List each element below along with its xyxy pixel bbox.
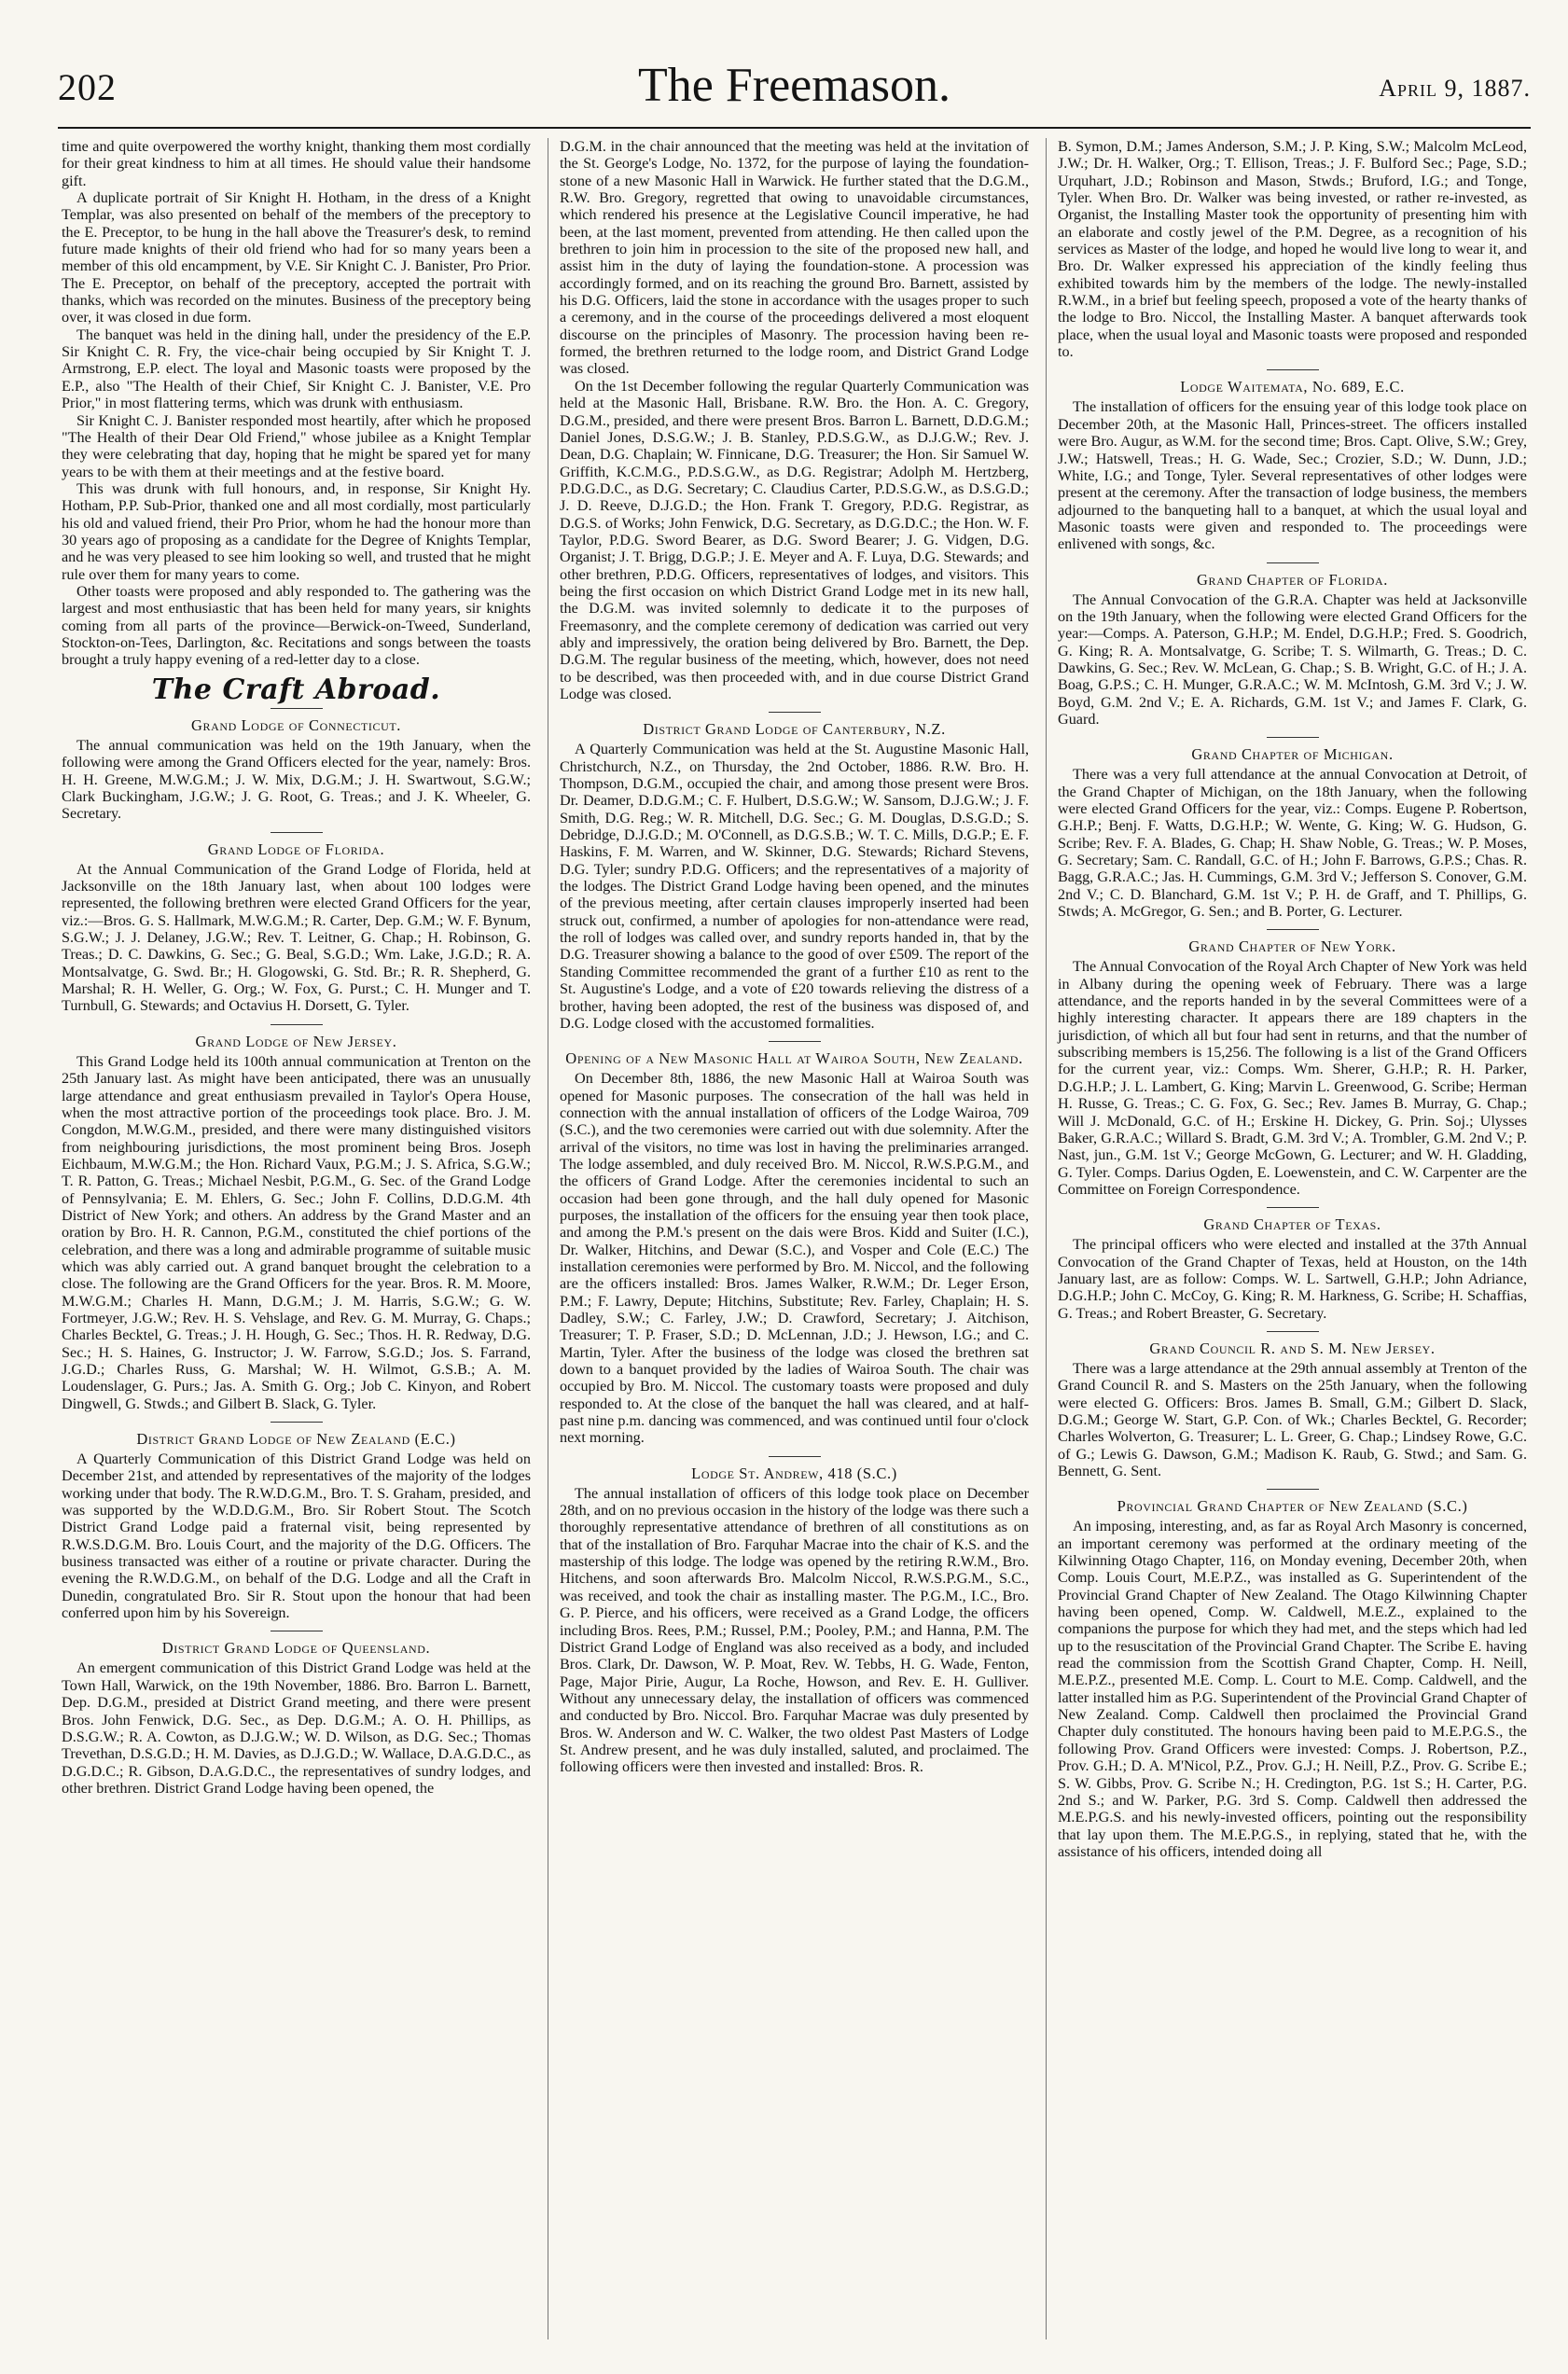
- paragraph: A Quarterly Communication of this District Grand Lodge was held on December 21st, and attended by representatives of the majority of the lodges working under that body. The R.W.D.G.M., Bro. T. S. Graham, presided, and was supported by the W.D.D.G.M., Bro. Sir Robert Stout. The Scotch District Grand Lodge paid a fraternal visit, being represented by R.W.S.D.G.M. Bro. Louis Court, and the majority of the D.G. Officers. The business transacted was either of a routine or private character. During the evening the R.W.D.G.M., on behalf of the D.G. Lodge and all the Craft in Dunedin, congratulated Bro. Sir R. Stout upon the honour that had been conferred upon him by his Sovereign.: [62, 1451, 531, 1622]
- paragraph: The annual installation of officers of this lodge took place on December 28th, and on no previous occasion in the history of the lodge was there such a thoroughly representative attendance of brethren of all constitutions as on that of the installation of Bro. Farquhar Macrae into the chair of K.S. and the mastership of this lodge. The lodge was opened by the retiring R.W.M., Bro. Hitchens, and soon afterwards Bro. Malcolm Niccol, R.W.S.P.G.M., S.C., was received, and took the chair as installing master. The P.G.M., I.C., Bro. G. P. Pierce, and his officers, were received as a Grand Lodge, the officers including Bros. Rees, P.M.; Russel, P.M.; Pooley, P.M.; and Hanna, P.M. The District Grand Lodge of England was also received as a body, and included Bros. Clark, Dr. Dawson, W. P. Moat, Rev. W. Tebbs, H. G. Wade, Fenton, Page, Major Pirie, Augur, La Roche, Howson, and Rev. E. H. Gulliver. Without any unnecessary delay, the installation of officers was commenced and conducted by Bro. Niccol. Bro. Farquhar Macrae was duly presented by Bros. W. Anderson and W. C. Walker, the two oldest Past Masters of Lodge St. Andrew present, and he was duly installed, saluted, and proclaimed. The following officers were then invested and installed: Bros. R.: [560, 1484, 1029, 1776]
- paragraph: The installation of officers for the ensuing year of this lodge took place on December 20th, at the Masonic Hall, Princes-street. The officers installed were Bro. Augur, as W.M. for the second time; Bros. Capt. Olive, S.W.; Grey, J.W.; Hatswell, Treas.; H. G. Wade, Sec.; Crozier, S.D.; W. Dunn, J.D.; White, I.G.; and Tonge, Tyler. Several representatives of other lodges were present at the ceremony. After the transaction of lodge business, the members adjourned to the banqueting hall to a banquet, at which the usual loyal and Masonic toasts were given and responded to. The proceedings were enlivened with songs, &c.: [1058, 398, 1527, 553]
- article-heading: Grand Chapter of Texas.: [1058, 1207, 1527, 1233]
- paragraph: At the Annual Communication of the Grand Lodge of Florida, held at Jacksonville on the 18th January last, when about 100 lodges were represented, the following brethren were elected Grand Officers for the year, viz.:—Bros. G. S. Hallmark, M.W.G.M.; R. Carter, Dep. G.M.; W. F. Bynum, S.G.W.; J. J. Delaney, J.G.W.; Rev. T. Leitner, G. Chap.; H. Robinson, G. Treas.; D. C. Dawkins, G. Sec.; G. Beal, S.G.D.; Wm. Lake, J.G.D.; R. A. Montsalvatge, G. Swd. Br.; H. Glogowski, G. Std. Br.; R. R. Shepherd, G. Marshal; R. H. Weller, G. Org.; W. Fox, G. Purst.; C. H. Munger and T. Turnbull, G. Stewards; and Octavius H. Dorsett, G. Tyler.: [62, 860, 531, 1015]
- paragraph: On December 8th, 1886, the new Masonic Hall at Wairoa South was opened for Masonic purposes. The consecration of the hall was held in connection with the annual installation of officers of the Lodge Wairoa, 709 (S.C.), and the two ceremonies were carried out with due solemnity. After the arrival of the visitors, no time was lost in having the preliminaries arranged. The lodge assembled, and duly received Bro. M. Niccol, R.W.S.P.G.M., and the officers of Grand Lodge. After the ceremonies incidental to such an occasion had been gone through, and the hall duly opened for Masonic purposes, the installation of the officers for the ensuing year then took place, and among the P.M.'s present on the dais were Bros. Kidd and Suiter (I.C.), Dr. Walker, Hitchins, and Dewar (S.C.), and Vosper and Cole (E.C.) The installation ceremonies were performed by Bro. M. Niccol, and the following are the officers installed: Bros. James Walker, R.W.M.; Dr. Leger Erson, P.M.; F. Lawry, Depute; Hitchins, Substitute; Rev. Farley, Chaplain; H. S. Dadley, S.W.; C. Farley, J.W.; D. Crawford, Secretary; J. Aitchison, Treasurer; T. P. Fraser, S.D.; D. McLennan, J.D.; J. Hewson, I.G.; and C. Martin, Tyler. After the business of the lodge was closed the brethren sat down to a banquet provided by the ladies of Wairoa South. The chair was occupied by Bro. M. Niccol. The customary toasts were proposed and duly responded to. At the close of the banquet the hall was cleared, and at half-past nine p.m. dancing was commenced, and was continued until four o'clock next morning.: [560, 1070, 1029, 1447]
- paragraph: An imposing, interesting, and, as far as Royal Arch Masonry is concerned, an important ceremony was performed at the ordinary meeting of the Kilwinning Otago Chapter, 116, on Monday evening, December 20th, when Comp. Louis Court, M.E.P.Z., was installed as G. Superintendent of the Provincial Grand Chapter of New Zealand. The Otago Kilwinning Chapter having been opened, Comp. W. Caldwell, M.E.Z., explained to the companions the purpose for which they had met, and the steps which had led up to the resuscitation of the Provincial Grand Chapter. The Scribe E. having read the commission from the Scottish Grand Chapter, Comp. H. Neill, M.E.P.Z., presented M.E. Comp. L. Court to M.E. Comp. Caldwell, and the latter installed him as P.G. Superintendent of the Provincial Grand Chapter of New Zealand. Comp. Caldwell then proclaimed the Provincial Grand Chapter duly constituted. The honours having been paid to M.E.P.G.S., the following Prov. Grand Officers were invested: Comps. J. Robertson, P.Z., Prov. G.H.; D. A. M'Nicol, P.Z., Prov. G.J.; H. Neill, P.Z., Prov. G. Scribe E.; S. W. Gibbs, Prov. G. Scribe N.; H. Credington, P.G. 1st S.; H. Carter, P.G. 2nd S.; and W. Parker, P.G. 3rd S. Comp. Caldwell then addressed the M.E.P.G.S. and his newly-invested officers, pointing out the responsibility that lay upon them. The M.E.P.G.S., in replying, stated that he, with the assistance of his officers, intended doing all: [1058, 1518, 1527, 1860]
- paragraph: time and quite overpowered the worthy knight, thanking them most cordially for their great kindness to him at all times. He should value their handsome gift.: [62, 138, 531, 189]
- paragraph: A duplicate portrait of Sir Knight H. Hotham, in the dress of a Knight Templar, was also presented on behalf of the members of the preceptory to the E. Preceptor, to be hung in the hall above the Treasurer's desk, to remind future made knights of their old friend who had for so many years been a member of this old encampment, by V.E. Sir Knight C. J. Banister, Pro Prior. The E. Preceptor, on behalf of the preceptory, accepted the portrait with thanks, which was recorded on the minutes. Business of the preceptory being over, it was closed in due form.: [62, 189, 531, 326]
- article-heading: District Grand Lodge of Canterbury, N.Z.: [560, 712, 1029, 738]
- paragraph: The Annual Convocation of the Royal Arch Chapter of New York was held in Albany during the opening week of February. There was a large attendance, and the reports handed in by the several Committees were of a highly interesting character. It appears there are 189 chapters in the jurisdiction, of which all but four had sent in returns, and that the number of subscribing members is 15,256. The following is a list of the Grand Officers for the current year, viz.: Comps. Wm. Sherer, G.H.P.; R. H. Parker, D.G.H.P.; J. L. Lambert, G. King; Marvin L. Greenwood, G. Scribe; Herman H. Russe, G. Treas.; C. G. Fox, G. Sec.; Rev. James B. Murray, G. Chap.; Will J. McDonald, G.C. of H.; Erskine H. Dickey, G. Prin. Soj.; Ulysses Baker, G.R.A.C.; Willard S. Bradt, G.M. 3rd V.; A. Trombler, G.M. 2nd V.; P. Nast, jun., G.M. 1st V.; George McGown, G. Lecturer; and W. H. Gladding, G. Tyler. Comps. Darius Ogden, E. Loewenstein, and C. W. Carpenter are the Committee on Foreign Correspondence.: [1058, 958, 1527, 1198]
- article-heading: Provincial Grand Chapter of New Zealand (S.C.): [1058, 1489, 1527, 1515]
- article-heading: Grand Chapter of Florida.: [1058, 562, 1527, 589]
- column-3: [1046, 138, 1531, 2339]
- paragraph: There was a large attendance at the 29th annual assembly at Trenton of the Grand Council R. and S. Masters on the 25th January, when the following were elected G. Officers: Bros. James B. Small, G.M.; Gilbert D. Slack, D.G.M.; George W. Start, G.P. Con. of Wk.; Charles Becktel, G. Recorder; Charles Wolverton, G. Treasurer; L. L. Greer, G. Chap.; Lindsey Rowe, G.C. of G.; Lewis G. Dawson, G.M.; Madison K. Raub, G. Stwd.; and Sam. G. Bennett, G. Sent.: [1058, 1359, 1527, 1479]
- paragraph: D.G.M. in the chair announced that the meeting was held at the invitation of the St. George's Lodge, No. 1372, for the purpose of laying the foundation-stone of a new Masonic Hall in Warwick. He further stated that the D.G.M., R.W. Bro. Gregory, regretted that owing to unavoidable circumstances, which rendered his presence at the Legislative Council imperative, he had been, at the last moment, prevented from attending. He then called upon the brethren to join him in procession to the site of the proposed new hall, and assist him in the duty of laying the foundation-stone. A procession was accordingly formed, and on its reaching the ground Bro. Barnett, assisted by his D.G. Officers, laid the stone in accordance with the usages proper to such a ceremony, and in the course of the proceedings delivered a most eloquent discourse on the principles of Masonry. The procession having been re-formed, the brethren returned to the lodge room, and District Grand Lodge was closed.: [560, 138, 1029, 378]
- paragraph: An emergent communication of this District Grand Lodge was held at the Town Hall, Warwick, on the 19th November, 1886. Bro. Barron L. Barnett, Dep. D.G.M., presided at District Grand meeting, and there were present Bros. John Fenwick, D.G. Sec., as Dep. D.G.M.; A. O. H. Phillips, as D.S.G.W.; R. A. Cowton, as D.J.G.W.; W. D. Wilson, as D.G. Sec.; Thomas Trevethan, D.S.G.D.; H. M. Davies, as D.J.G.D.; W. Wallace, D.A.G.D.C., as D.G.D.C.; R. Gibson, D.A.G.D.C., the representatives of sundry lodges, and other brethren. District Grand Lodge having been opened, the: [62, 1659, 531, 1797]
- article-heading: Grand Chapter of Michigan.: [1058, 737, 1527, 763]
- column-2: [548, 138, 1033, 2339]
- masthead: [58, 54, 1531, 129]
- paragraph: Sir Knight C. J. Banister responded most heartily, after which he proposed "The Health of their Dear Old Friend," whose jubilee as a Knight Templar they were celebrating that day, hoping that he might be spared yet for many years to be with them at their meetings and at the festive board.: [62, 411, 531, 480]
- article-heading: Lodge St. Andrew, 418 (S.C.): [560, 1456, 1029, 1482]
- paragraph: A Quarterly Communication was held at the St. Augustine Masonic Hall, Christchurch, N.Z., on Thursday, the 2nd October, 1886. R.W. Bro. H. Thompson, D.G.M., occupied the chair, and among those present were Bros. Dr. Deamer, D.D.G.M.; C. F. Hulbert, D.S.G.W.; W. Sansom, D.J.G.W.; J. F. Smith, D.G. Reg.; W. R. Mitchell, D.G. Sec.; G. M. Douglas, D.S.G.D.; S. Debridge, D.J.G.D.; M. O'Connell, as D.G.S.B.; W. T. C. Mills, D.G.P.; E. F. Haskins, F. M. Warren, and W. Skinner, D.G. Stewards; Richard Stevens, D.G. Tyler; sundry P.D.G. Officers; and the representatives of a majority of the lodges. The District Grand Lodge having been opened, and the minutes of the previous meeting, after certain clauses improperly inserted had been struck out, confirmed, a number of apologies for non-attendance were read, the roll of lodges was called over, and sundry reports handed in, that by the D.G. Treasurer showing a balance to the good of over £509. The report of the Standing Committee recommended the grant of a further £10 as rent to the St. Augustine's Lodge, and a vote of £20 towards relieving the distress of a brother, having been adopted, the rest of the business was disposed of, and D.G. Lodge closed with the accustomed formalities.: [560, 741, 1029, 1032]
- paragraph: The banquet was held in the dining hall, under the presidency of the E.P. Sir Knight C. R. Fry, the vice-chair being occupied by Sir Knight T. J. Armstrong, E.P. elect. The loyal and Masonic toasts were proposed by the E.P., also "The Health of their Chief, Sir Knight C. J. Banister, V.E. Pro Prior," in most flattering terms, which was drunk with enthusiasm.: [62, 326, 531, 412]
- article-heading: Lodge Waitemata, No. 689, E.C.: [1058, 369, 1527, 396]
- article-heading: Grand Lodge of Florida.: [62, 832, 531, 858]
- paragraph: Other toasts were proposed and ably responded to. The gathering was the largest and most enthusiastic that has been held for many years, sir knights coming from all parts of the province—Berwick-on-Tweed, Sunderland, Stockton-on-Tees, Darlington, &c. Recitations and songs between the toasts brought a truly happy evening of a red-letter day to a close.: [62, 582, 531, 669]
- paragraph: The Annual Convocation of the G.R.A. Chapter was held at Jacksonville on the 19th January, when the following were elected Grand Officers for the year:—Comps. A. Paterson, G.H.P.; M. Endel, D.G.H.P.; Fred. S. Goodrich, G. King; R. A. Montsalvatge, G. Scribe; T. S. Wilmarth, G. Treas.; D. C. Dawkins, G. Sec.; Rev. W. McLean, G. Chap.; S. B. Wright, G.C. of H.; J. A. Boag, G.P.S.; C. H. Munger, G.R.A.C.; W. M. McIntosh, G.M. 3rd V.; J. W. Boyd, G.M. 2nd V.; E. A. Richards, G.M. 1st V.; and James F. Clark, G. Guard.: [1058, 590, 1527, 728]
- page-number: 202: [58, 66, 117, 108]
- article-heading: District Grand Lodge of New Zealand (E.C.): [62, 1422, 531, 1448]
- article-heading: Grand Lodge of New Jersey.: [62, 1024, 531, 1050]
- paragraph: The annual communication was held on the 19th January, when the following were among the Grand Officers elected for the year, namely: Bros. H. H. Greene, M.W.G.M.; J. W. Mix, D.G.M.; J. H. Swartwout, S.G.W.; Clark Buckingham, J.G.W.; J. G. Root, G. Treas.; and J. K. Wheeler, G. Secretary.: [62, 737, 531, 823]
- column-1: [58, 138, 534, 2339]
- paragraph: The principal officers who were elected and installed at the 37th Annual Convocation of the Grand Chapter of Texas, held at Houston, on the 14th January last, are as follow: Comps. W. L. Sartwell, G.H.P.; John Adriance, D.G.H.P.; John C. McCoy, G. King; R. M. Harkness, G. Scribe; H. Schaffias, G. Treas.; and Robert Breaster, G. Secretary.: [1058, 1236, 1527, 1322]
- paragraph: B. Symon, D.M.; James Anderson, S.M.; J. P. King, S.W.; Malcolm McLeod, J.W.; Dr. H. Walker, Org.; T. Ellison, Treas.; J. F. Bulford Sec.; Page, S.D.; Urquhart, J.D.; Robinson and Mason, Stwds.; Bruford, I.G.; and Tonge, Tyler. When Bro. Dr. Walker was being invested, or rather re-invested, as Organist, the Installing Master took the opportunity of presenting him with an elaborate and costly jewel of the P.M. Degree, as a recognition of his services as Master of the lodge, and hoped he would live long to wear it, and Bro. Dr. Walker expressed his appreciation of the kindly feeling thus exhibited towards him by the members of the lodge. The newly-installed R.W.M., in a brief but feeling speech, proposed a vote of the hearty thanks of the lodge to Bro. Niccol, the Installing Master. A banquet afterwards took place, when the usual loyal and Masonic toasts were proposed and responded to.: [1058, 138, 1527, 361]
- article-columns: [58, 138, 1531, 2339]
- section-title: The Craft Abroad.: [151, 673, 441, 706]
- article-heading: Grand Council R. and S. M. New Jersey.: [1058, 1331, 1527, 1357]
- article-heading: District Grand Lodge of Queensland.: [62, 1631, 531, 1657]
- article-heading: Opening of a New Masonic Hall at Wairoa South, New Zealand.: [560, 1041, 1029, 1067]
- paragraph: This Grand Lodge held its 100th annual communication at Trenton on the 25th January last. As might have been anticipated, there was an unusually large attendance and great enthusiasm prevailed in Taylor's Opera House, when the most attractive portion of the proceedings took place. Bro. J. M. Congdon, M.W.G.M., presided, and there were many distinguished visitors from neighbouring jurisdictions, the most prominent being Bros. Joseph Eichbaum, M.W.G.M.; the Hon. Richard Vaux, P.G.M.; J. S. Africa, S.G.W.; T. R. Patton, G. Treas.; Michael Nesbit, P.G.M., G. Sec. of the Grand Lodge of Pennsylvania; E. M. Ehlers, G. Sec.; John F. Collins, D.D.G.M. 4th District of New York; and others. An address by the Grand Master and an oration by Bro. H. R. Cannon, P.G.M., constituted the chief portions of the celebration, and there was a long and admirable programme of suitable music which was ably carried out. A grand banquet brought the celebration to a close. The following are the Grand Officers for the year. Bros. R. M. Moore, M.W.G.M.; Charles H. Mann, D.G.M.; J. M. Harris, S.G.W.; G. W. Fortmeyer, J.G.W.; Rev. H. S. Vehslage, and Rev. G. M. Murray, G. Chaps.; Charles Becktel, G. Treas.; J. H. Hough, G. Sec.; Thos. H. R. Redway, D.G. Sec.; H. S. Haines, G. Instructor; J. W. Farrow, S.G.D.; Jos. S. Farrand, J.G.D.; Charles Russ, G. Marshal; W. H. Wilmot, G.S.B.; A. M. Loudenslager, G. Purs.; Jas. A. Smith G. Org.; Job C. Kinyon, and Robert Dingwell, G. Stwds.; and Gilbert B. Slack, G. Tyler.: [62, 1052, 531, 1412]
- issue-date: April 9, 1887.: [1379, 75, 1531, 102]
- article-heading: Grand Chapter of New York.: [1058, 929, 1527, 955]
- article-heading: Grand Lodge of Connecticut.: [62, 708, 531, 734]
- paragraph: There was a very full attendance at the annual Convocation at Detroit, of the Grand Chapter of Michigan, on the 18th January, when the following were elected Grand Officers for the year, viz.: Comps. Eugene P. Robertson, G.H.P.; Benj. F. Watts, D.G.H.P.; W. Wente, G. King; W. G. Hudson, G. Scribe; Rev. F. A. Blades, G. Chap; H. Shaw Noble, G. Treas.; W. P. Moses, G. Secretary; Sam. C. Randall, G.C. of H.; John F. Barrows, G.P.S.; Chas. R. Bagg, G.R.A.C.; Jas. H. Cummings, G.M. 3rd V.; Jefferson S. Conover, G.M. 2nd V.; C. D. Blanchard, G.M. 1st V.; P. H. de Graff, and T. Phillips, G. Stwds; A. McGregor, G. Sen.; and B. Porter, G. Lecturer.: [1058, 766, 1527, 921]
- paragraph: This was drunk with full honours, and, in response, Sir Knight Hy. Hotham, P.P. Sub-Prior, thanked one and all most cordially, most particularly his old and valued friend, their Pro Prior, whom he had the honour more than 30 years ago of proposing as a candidate for the Degree of Knights Templar, and he was very pleased to see him looking so well, and trusted that he might rule over them for many years to come.: [62, 479, 531, 583]
- newspaper-title: The Freemason.: [637, 59, 951, 112]
- paragraph: On the 1st December following the regular Quarterly Communication was held at the Masonic Hall, Brisbane. R.W. Bro. the Hon. A. C. Gregory, D.G.M., presided, and there were present Bros. Barron L. Barnett, D.D.G.M.; Daniel Jones, D.S.G.W.; J. B. Stanley, P.D.S.G.W., as D.J.G.W.; Rev. J. Dean, D.G. Chaplain; W. Finnicane, D.G. Treasurer; the Hon. Sir Samuel W. Griffith, K.C.M.G., P.D.S.G.W., as D.G. Registrar; Adolph M. Hertzberg, P.D.G.D.C., as D.G. Secretary; C. Claudius Carter, P.D.S.G.W., as D.S.G.D.; J. D. Reeve, D.J.G.D.; the Hon. Frank T. Gregory, P.D.G. Registrar, as D.G.S. of Works; John Fenwick, D.G. Secretary, as D.G.D.C.; the Hon. W. F. Taylor, P.D.G. Sword Bearer, as D.G. Sword Bearer; J. G. Vidgen, D.G. Organist; J. T. Brigg, D.G.P.; J. E. Meyer and A. F. Luya, D.G. Stewards; and other brethren, P.D.G. Officers, representatives of lodges, and visitors. This being the first occasion on which District Grand Lodge met in its new hall, the D.G.M. was invited solemnly to dedicate it to the purposes of Freemasonry, and the complete ceremony of dedication was carried out very ably and impressively, the oration being delivered by Bro. Barnett, the Dep. D.G.M. The regular business of the meeting, which, however, does not need to be described, was then proceeded with, and in due course District Grand Lodge was closed.: [560, 377, 1029, 702]
